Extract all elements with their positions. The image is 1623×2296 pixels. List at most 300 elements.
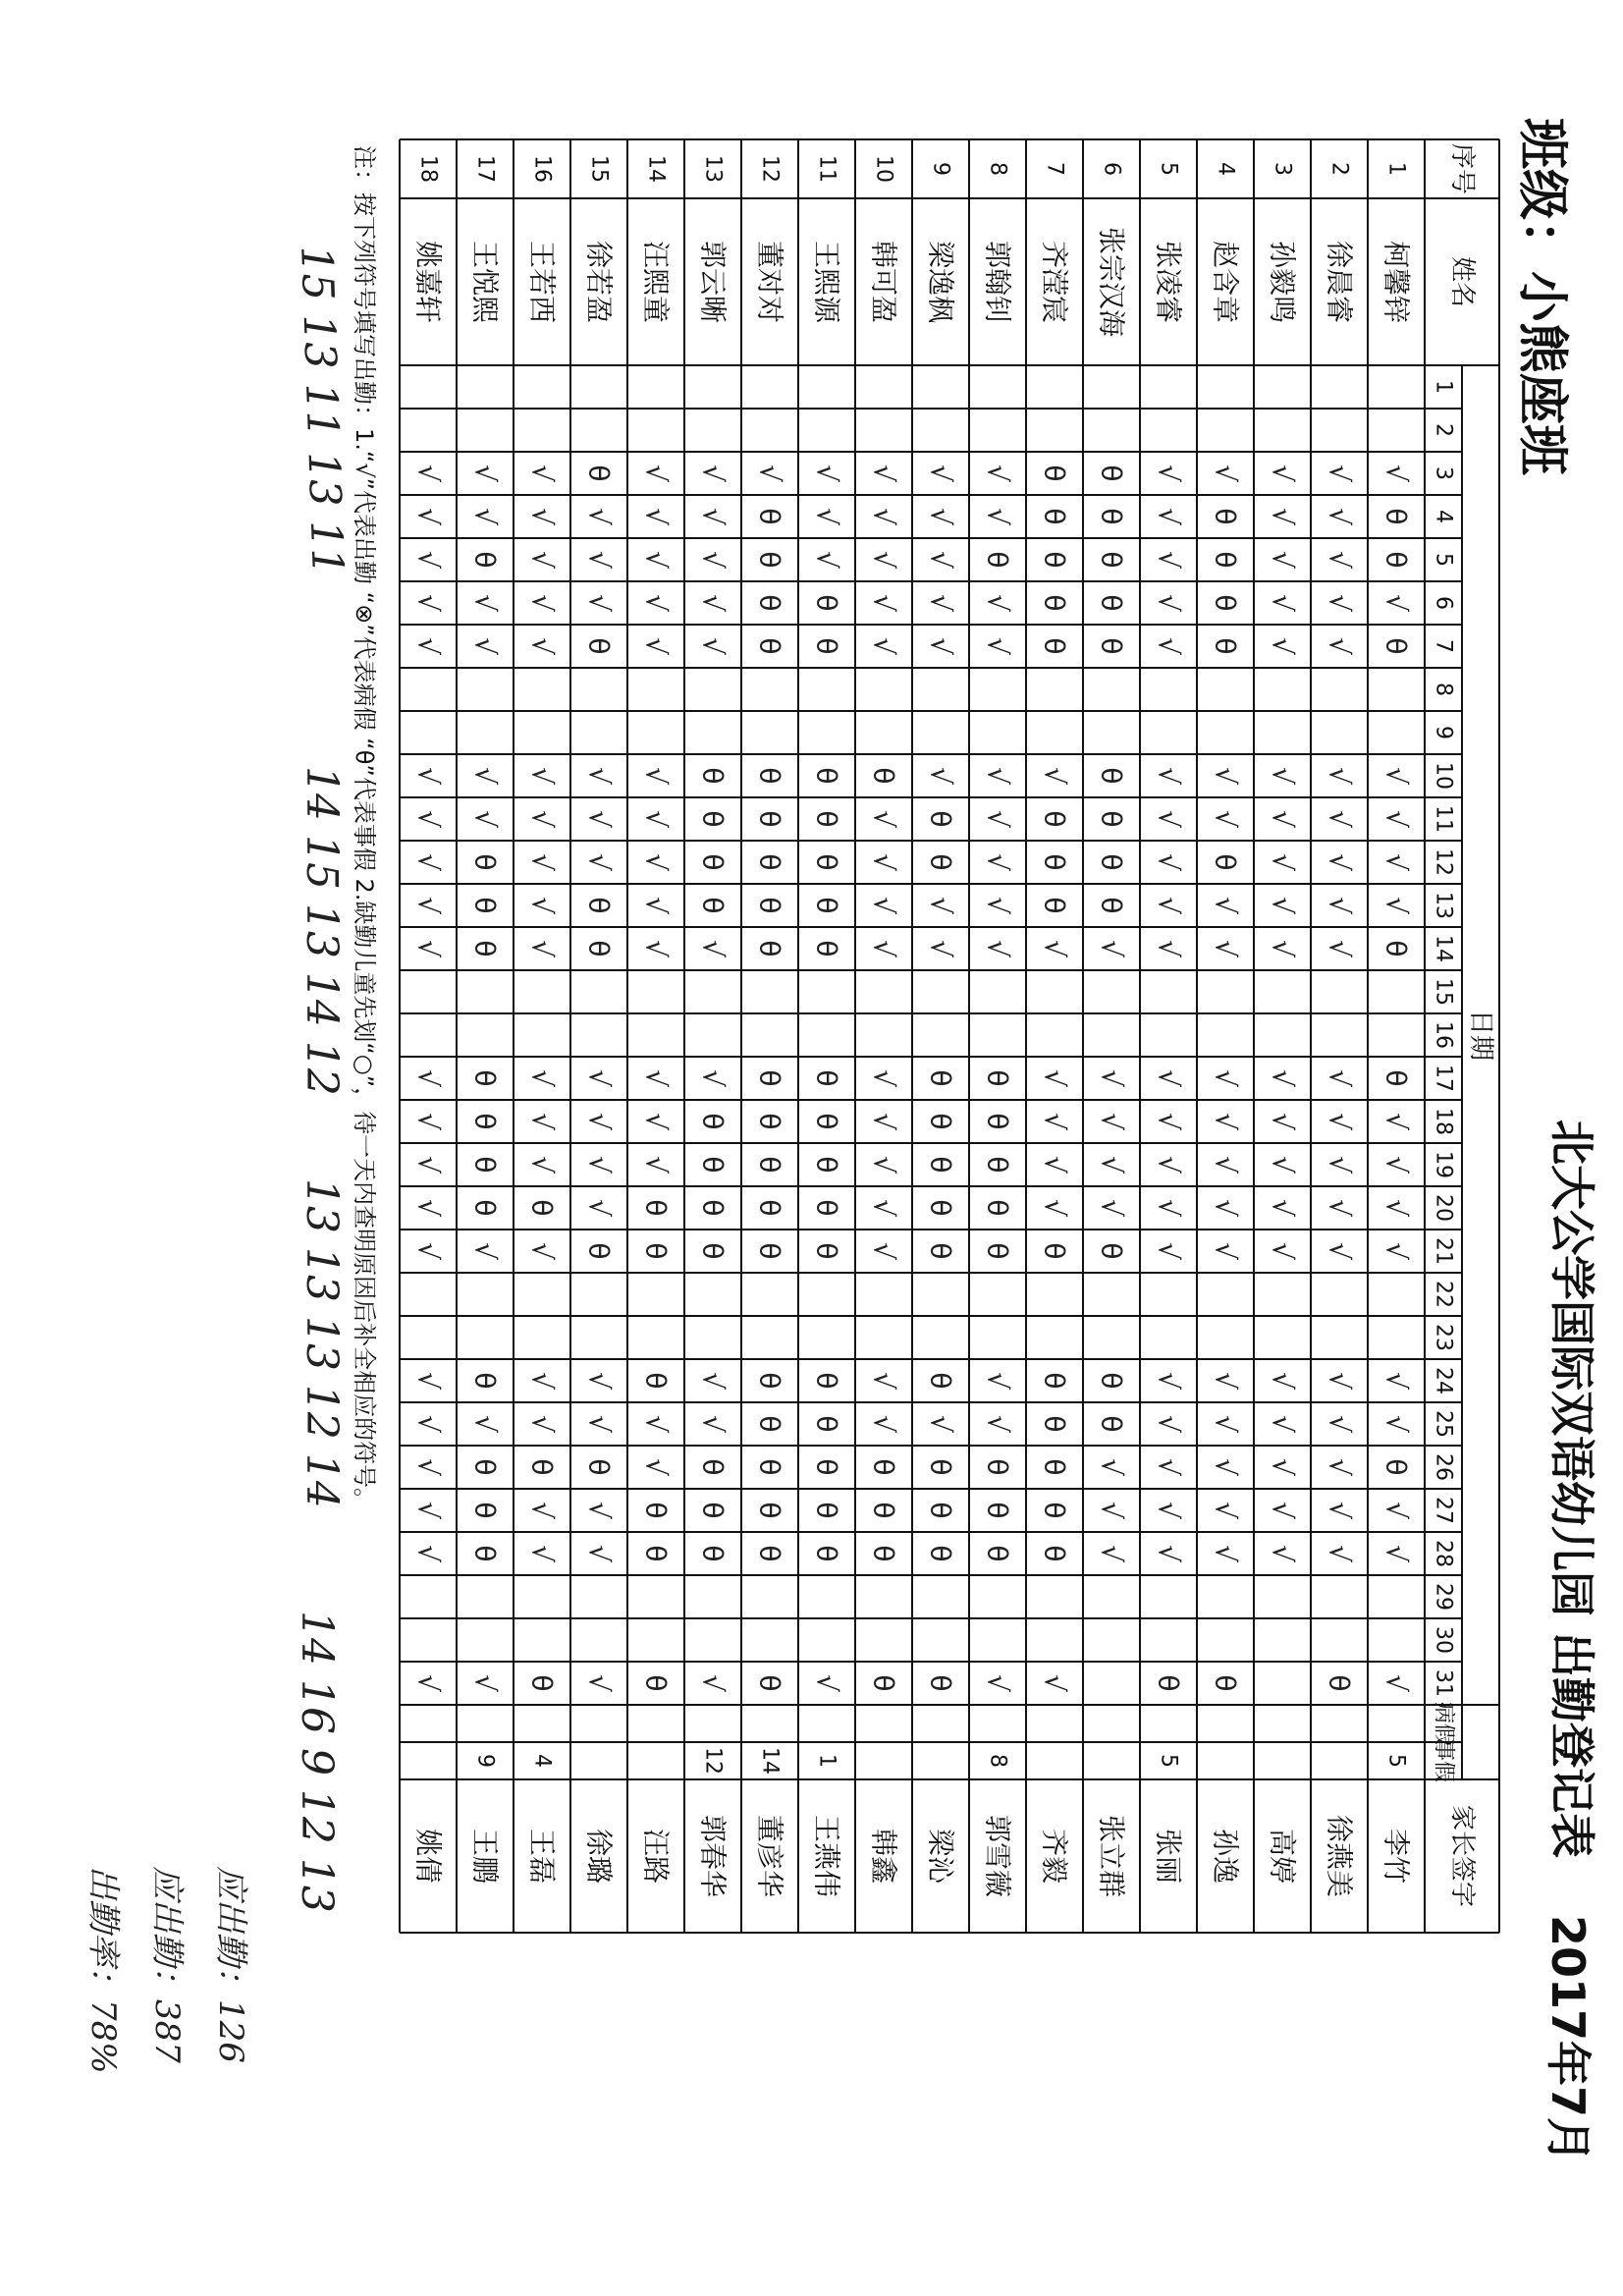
child-name: 姚嘉轩 — [411, 240, 445, 324]
attendance-mark: √ — [924, 508, 957, 525]
parent-signature: 姚倩 — [411, 1828, 445, 1885]
day-header: 30 — [1431, 1626, 1456, 1654]
attendance-mark: θ — [867, 1502, 900, 1519]
attendance-mark: θ — [1380, 551, 1413, 569]
attendance-mark: √ — [1380, 1502, 1413, 1519]
summary-line: 应出勤：387 — [147, 1866, 187, 2063]
attendance-mark: θ — [810, 637, 843, 655]
attendance-mark: θ — [1380, 508, 1413, 525]
attendance-mark: θ — [639, 1545, 673, 1562]
attendance-mark: √ — [1380, 1415, 1413, 1433]
row-number: 7 — [1042, 162, 1067, 176]
document-title: 北大公学国际双语幼儿园 出勤登记表 — [1545, 1120, 1598, 1859]
child-name: 韩可盈 — [867, 240, 900, 324]
attendance-mark: θ — [468, 1199, 502, 1217]
attendance-mark: √ — [1266, 897, 1299, 914]
attendance-mark: √ — [639, 767, 673, 785]
attendance-mark: √ — [1095, 1199, 1128, 1217]
child-name: 汪熙童 — [639, 240, 673, 324]
attendance-mark: √ — [411, 1156, 445, 1174]
attendance-mark: √ — [1323, 594, 1356, 612]
attendance-mark: θ — [924, 1242, 957, 1260]
attendance-mark: √ — [411, 1199, 445, 1217]
attendance-mark: √ — [1209, 1415, 1242, 1433]
day-header: 21 — [1431, 1237, 1456, 1265]
attendance-mark: θ — [753, 810, 786, 828]
attendance-mark: √ — [981, 465, 1014, 482]
attendance-mark: θ — [1038, 1372, 1071, 1390]
attendance-mark: √ — [639, 1415, 673, 1433]
footnote: 注：按下列符号填写出勤：1.“√”代表出勤 “⊗”代表病假 “θ”代表事假 2.缺勤儿童先划“○”，待一天内查明原因后补全相应的符号。 — [351, 145, 378, 1512]
parent-signature: 孙逸 — [1209, 1828, 1242, 1885]
attendance-mark: √ — [1209, 1242, 1242, 1260]
attendance-mark: √ — [810, 551, 843, 569]
row-number: 17 — [472, 155, 498, 183]
attendance-mark: θ — [468, 1502, 502, 1519]
attendance-mark: √ — [981, 810, 1014, 828]
attendance-mark: √ — [1152, 508, 1185, 525]
attendance-mark: θ — [1038, 1415, 1071, 1433]
attendance-mark: √ — [981, 508, 1014, 525]
day-header: 19 — [1431, 1151, 1456, 1178]
attendance-mark: θ — [753, 767, 786, 785]
attendance-mark: θ — [468, 897, 502, 914]
attendance-mark: θ — [753, 1545, 786, 1562]
day-header: 28 — [1431, 1540, 1456, 1567]
child-name: 王若西 — [525, 240, 559, 324]
attendance-mark: √ — [867, 1372, 900, 1390]
attendance-mark: θ — [1038, 1502, 1071, 1519]
attendance-mark: θ — [1380, 1069, 1413, 1087]
attendance-mark: √ — [411, 508, 445, 525]
attendance-mark: √ — [1266, 1372, 1299, 1390]
attendance-mark: √ — [1380, 465, 1413, 482]
attendance-mark: √ — [468, 767, 502, 785]
attendance-mark: √ — [1209, 1199, 1242, 1217]
day-header: 11 — [1431, 805, 1456, 833]
attendance-mark: θ — [468, 551, 502, 569]
attendance-mark: θ — [1038, 853, 1071, 871]
attendance-mark: θ — [810, 1415, 843, 1433]
attendance-mark: √ — [582, 1199, 616, 1217]
attendance-mark: θ — [1209, 1674, 1242, 1692]
attendance-mark: θ — [696, 1113, 730, 1130]
child-name: 柯馨锌 — [1380, 240, 1413, 324]
attendance-mark: √ — [639, 1069, 673, 1087]
attendance-mark: √ — [1209, 810, 1242, 828]
day-header: 20 — [1431, 1194, 1456, 1222]
attendance-mark: θ — [753, 508, 786, 525]
attendance-mark: √ — [696, 1069, 730, 1087]
attendance-mark: √ — [1038, 940, 1071, 957]
attendance-mark: √ — [981, 940, 1014, 957]
sick-leave-header: 病假 — [1431, 1701, 1456, 1746]
attendance-mark: θ — [1323, 1674, 1356, 1692]
attendance-mark: θ — [1095, 465, 1128, 482]
attendance-mark: θ — [696, 853, 730, 871]
attendance-mark: θ — [753, 594, 786, 612]
attendance-mark: θ — [639, 1674, 673, 1692]
row-number: 10 — [871, 155, 896, 183]
personal-leave-header: 事假 — [1431, 1738, 1456, 1783]
attendance-mark: √ — [525, 1069, 559, 1087]
day-header: 29 — [1431, 1583, 1456, 1611]
attendance-mark: √ — [1095, 1545, 1128, 1562]
class-label: 班级：小熊座班 — [1512, 118, 1571, 476]
attendance-mark: θ — [753, 1458, 786, 1476]
attendance-mark: θ — [582, 897, 616, 914]
attendance-mark: θ — [1095, 853, 1128, 871]
attendance-mark: √ — [1323, 767, 1356, 785]
attendance-mark: √ — [1266, 465, 1299, 482]
day-header: 10 — [1431, 762, 1456, 790]
attendance-mark: √ — [468, 810, 502, 828]
attendance-mark: √ — [1380, 1242, 1413, 1260]
attendance-mark: √ — [1323, 1199, 1356, 1217]
attendance-mark: √ — [639, 1156, 673, 1174]
attendance-mark: √ — [696, 594, 730, 612]
attendance-mark: √ — [639, 1458, 673, 1476]
attendance-mark: √ — [867, 853, 900, 871]
attendance-mark: θ — [696, 1458, 730, 1476]
attendance-mark: √ — [1152, 594, 1185, 612]
attendance-mark: θ — [639, 1199, 673, 1217]
attendance-mark: √ — [468, 508, 502, 525]
attendance-mark: √ — [696, 1372, 730, 1390]
attendance-mark: √ — [1323, 508, 1356, 525]
day-header: 12 — [1431, 848, 1456, 876]
attendance-mark: √ — [867, 1415, 900, 1433]
month-label: 2017年7月 — [1542, 1915, 1595, 2163]
attendance-mark: θ — [468, 1372, 502, 1390]
attendance-mark: θ — [1209, 637, 1242, 655]
attendance-mark: √ — [1323, 897, 1356, 914]
row-number: 16 — [529, 155, 555, 183]
attendance-mark: √ — [1380, 897, 1413, 914]
attendance-mark: √ — [1380, 1199, 1413, 1217]
attendance-mark: √ — [924, 897, 957, 914]
attendance-mark: √ — [867, 1069, 900, 1087]
attendance-mark: √ — [582, 767, 616, 785]
row-number: 13 — [700, 155, 726, 183]
attendance-mark: θ — [981, 1199, 1014, 1217]
child-name: 郭云晰 — [696, 240, 730, 324]
attendance-mark: √ — [1323, 1069, 1356, 1087]
attendance-mark: θ — [753, 1674, 786, 1692]
attendance-mark: θ — [753, 897, 786, 914]
attendance-mark: √ — [867, 810, 900, 828]
attendance-mark: √ — [1152, 1199, 1185, 1217]
day-header: 31 — [1431, 1669, 1456, 1697]
attendance-mark: √ — [696, 940, 730, 957]
attendance-mark: √ — [639, 853, 673, 871]
attendance-mark: √ — [525, 1156, 559, 1174]
attendance-mark: θ — [1038, 1458, 1071, 1476]
attendance-mark: √ — [411, 810, 445, 828]
attendance-mark: θ — [1038, 465, 1071, 482]
attendance-mark: θ — [981, 551, 1014, 569]
attendance-mark: θ — [753, 940, 786, 957]
attendance-mark: √ — [867, 1156, 900, 1174]
attendance-mark: √ — [525, 508, 559, 525]
attendance-mark: θ — [867, 1545, 900, 1562]
attendance-mark: √ — [1152, 1113, 1185, 1130]
attendance-mark: θ — [1095, 810, 1128, 828]
attendance-mark: √ — [582, 853, 616, 871]
attendance-mark: √ — [639, 810, 673, 828]
attendance-mark: θ — [810, 1156, 843, 1174]
attendance-mark: √ — [411, 1545, 445, 1562]
attendance-mark: √ — [1152, 1372, 1185, 1390]
child-name: 张宗汉海 — [1095, 226, 1128, 338]
attendance-mark: θ — [924, 853, 957, 871]
handwritten-tally: 14 16 9 12 13 — [292, 1611, 342, 1913]
attendance-mark: √ — [411, 637, 445, 655]
attendance-mark: √ — [1152, 1415, 1185, 1433]
row-number: 4 — [1213, 162, 1238, 176]
row-number: 9 — [928, 162, 953, 176]
day-header: 22 — [1431, 1281, 1456, 1308]
attendance-mark: θ — [639, 1502, 673, 1519]
attendance-mark: θ — [753, 637, 786, 655]
attendance-mark: √ — [1323, 1113, 1356, 1130]
attendance-mark: √ — [411, 1372, 445, 1390]
attendance-mark: √ — [411, 1458, 445, 1476]
attendance-mark: θ — [753, 1156, 786, 1174]
attendance-mark: √ — [981, 1674, 1014, 1692]
row-number: 14 — [643, 155, 669, 183]
day-header: 27 — [1431, 1497, 1456, 1524]
attendance-mark: √ — [1152, 853, 1185, 871]
day-header: 2 — [1431, 423, 1456, 437]
parent-signature: 高婷 — [1266, 1828, 1299, 1885]
attendance-mark: √ — [1038, 767, 1071, 785]
attendance-mark: θ — [810, 1458, 843, 1476]
child-name: 王熙源 — [810, 240, 843, 324]
attendance-mark: √ — [525, 897, 559, 914]
attendance-mark: √ — [525, 1372, 559, 1390]
attendance-mark: √ — [639, 551, 673, 569]
personal-leave-count: 12 — [700, 1747, 726, 1775]
attendance-mark: √ — [867, 1242, 900, 1260]
attendance-mark: √ — [810, 1674, 843, 1692]
attendance-mark: θ — [696, 1242, 730, 1260]
personal-leave-count: 5 — [1156, 1754, 1181, 1768]
attendance-mark: √ — [1152, 1545, 1185, 1562]
day-header: 13 — [1431, 892, 1456, 919]
attendance-mark: θ — [696, 897, 730, 914]
parent-signature: 张丽 — [1152, 1828, 1185, 1885]
attendance-mark: √ — [1266, 508, 1299, 525]
attendance-mark: √ — [867, 594, 900, 612]
attendance-mark: √ — [1266, 1113, 1299, 1130]
attendance-mark: θ — [1380, 940, 1413, 957]
attendance-mark: √ — [411, 897, 445, 914]
child-name: 赵含章 — [1209, 240, 1242, 324]
attendance-mark: √ — [924, 594, 957, 612]
attendance-mark: θ — [696, 1156, 730, 1174]
attendance-mark: √ — [1095, 1458, 1128, 1476]
attendance-mark: θ — [1095, 637, 1128, 655]
attendance-mark: √ — [1266, 1458, 1299, 1476]
attendance-mark: √ — [1380, 1113, 1413, 1130]
attendance-mark: √ — [1152, 1242, 1185, 1260]
child-name: 齐滢宸 — [1038, 240, 1071, 324]
attendance-mark: √ — [1323, 940, 1356, 957]
row-number: 8 — [985, 162, 1010, 176]
attendance-mark: √ — [525, 1242, 559, 1260]
attendance-mark: θ — [1038, 594, 1071, 612]
attendance-mark: √ — [1266, 594, 1299, 612]
attendance-mark: θ — [582, 940, 616, 957]
attendance-mark: θ — [639, 1242, 673, 1260]
attendance-mark: √ — [1266, 1069, 1299, 1087]
attendance-mark: θ — [468, 853, 502, 871]
attendance-mark: √ — [1380, 1372, 1413, 1390]
attendance-mark: θ — [582, 1242, 616, 1260]
attendance-mark: √ — [696, 551, 730, 569]
attendance-mark: θ — [468, 1458, 502, 1476]
attendance-mark: √ — [1209, 1069, 1242, 1087]
attendance-mark: θ — [696, 767, 730, 785]
attendance-mark: θ — [753, 853, 786, 871]
attendance-mark: θ — [639, 1372, 673, 1390]
attendance-mark: √ — [1266, 1156, 1299, 1174]
row-number: 2 — [1326, 162, 1352, 176]
parent-signature: 王鹏 — [468, 1828, 502, 1885]
attendance-mark: √ — [411, 1502, 445, 1519]
attendance-mark: √ — [582, 1415, 616, 1433]
day-header: 18 — [1431, 1108, 1456, 1135]
day-header: 8 — [1431, 683, 1456, 696]
day-header: 24 — [1431, 1367, 1456, 1394]
attendance-mark: √ — [411, 1415, 445, 1433]
attendance-mark: √ — [1152, 637, 1185, 655]
attendance-mark: θ — [696, 810, 730, 828]
handwritten-tally: 15 13 11 13 11 — [291, 245, 352, 576]
attendance-mark: √ — [525, 767, 559, 785]
attendance-mark: √ — [1095, 940, 1128, 957]
attendance-mark: √ — [1038, 1069, 1071, 1087]
attendance-mark: √ — [411, 1069, 445, 1087]
attendance-mark: θ — [1038, 810, 1071, 828]
attendance-mark: √ — [1209, 897, 1242, 914]
handwritten-tally: 14 15 13 14 12 — [297, 766, 347, 1096]
attendance-mark: θ — [468, 1156, 502, 1174]
attendance-mark: √ — [1323, 1458, 1356, 1476]
attendance-mark: √ — [1152, 1069, 1185, 1087]
attendance-mark: √ — [525, 940, 559, 957]
attendance-mark: θ — [810, 1199, 843, 1217]
attendance-mark: √ — [1209, 1113, 1242, 1130]
parent-signature: 董彦华 — [753, 1814, 786, 1898]
attendance-mark: √ — [582, 1502, 616, 1519]
child-name: 徐晨睿 — [1323, 240, 1356, 324]
attendance-mark: √ — [1380, 1674, 1413, 1692]
attendance-mark: θ — [525, 1199, 559, 1217]
attendance-mark: √ — [1266, 940, 1299, 957]
attendance-mark: √ — [867, 1113, 900, 1130]
attendance-mark: θ — [924, 1069, 957, 1087]
attendance-mark: θ — [810, 1372, 843, 1390]
personal-leave-count: 4 — [529, 1754, 555, 1768]
attendance-mark: √ — [1152, 1458, 1185, 1476]
attendance-mark: θ — [468, 940, 502, 957]
attendance-mark: θ — [525, 1458, 559, 1476]
attendance-mark: θ — [810, 1069, 843, 1087]
row-number: 3 — [1270, 162, 1295, 176]
attendance-mark: √ — [1038, 1674, 1071, 1692]
attendance-mark: θ — [867, 1674, 900, 1692]
parent-signature: 李竹 — [1380, 1828, 1413, 1885]
attendance-mark: √ — [468, 1674, 502, 1692]
attendance-mark: √ — [525, 1415, 559, 1433]
attendance-mark: √ — [1323, 637, 1356, 655]
attendance-mark: √ — [1209, 767, 1242, 785]
attendance-mark: √ — [1152, 1502, 1185, 1519]
attendance-mark: √ — [1209, 1156, 1242, 1174]
attendance-mark: √ — [582, 1545, 616, 1562]
attendance-mark: θ — [1209, 853, 1242, 871]
handwritten-tally: 13 13 13 12 14 — [297, 1178, 347, 1508]
attendance-mark: √ — [1380, 810, 1413, 828]
attendance-mark: θ — [1095, 1242, 1128, 1260]
attendance-mark: √ — [1209, 940, 1242, 957]
row-number: 11 — [814, 155, 839, 183]
attendance-mark: √ — [1095, 1113, 1128, 1130]
child-name: 徐若盈 — [582, 240, 616, 324]
attendance-mark: θ — [1095, 551, 1128, 569]
attendance-mark: θ — [468, 1069, 502, 1087]
attendance-mark: √ — [1266, 637, 1299, 655]
attendance-mark: √ — [468, 465, 502, 482]
attendance-mark: √ — [411, 551, 445, 569]
attendance-mark: √ — [810, 508, 843, 525]
attendance-mark: √ — [1152, 897, 1185, 914]
attendance-mark: θ — [981, 1156, 1014, 1174]
attendance-mark: √ — [981, 594, 1014, 612]
child-name: 郭翰钊 — [981, 240, 1014, 324]
attendance-mark: √ — [981, 1415, 1014, 1433]
attendance-mark: θ — [753, 1113, 786, 1130]
attendance-mark: √ — [1266, 1545, 1299, 1562]
attendance-mark: θ — [753, 1372, 786, 1390]
attendance-mark: √ — [582, 810, 616, 828]
attendance-mark: √ — [525, 1113, 559, 1130]
attendance-mark: √ — [1323, 1545, 1356, 1562]
attendance-mark: √ — [1266, 767, 1299, 785]
attendance-mark: √ — [696, 1674, 730, 1692]
attendance-mark: √ — [981, 637, 1014, 655]
parent-signature: 徐燕美 — [1323, 1814, 1356, 1898]
attendance-mark: √ — [1095, 1069, 1128, 1087]
parent-signature: 王燕伟 — [810, 1814, 843, 1898]
attendance-mark: √ — [696, 637, 730, 655]
attendance-mark: √ — [525, 1545, 559, 1562]
handwritten-summary — [67, 1866, 258, 2278]
attendance-mark: θ — [924, 810, 957, 828]
attendance-mark: θ — [582, 637, 616, 655]
attendance-mark: √ — [1323, 1415, 1356, 1433]
attendance-mark: θ — [1095, 767, 1128, 785]
day-header: 16 — [1431, 1021, 1456, 1049]
attendance-mark: θ — [753, 1069, 786, 1087]
attendance-mark: √ — [639, 508, 673, 525]
attendance-mark: θ — [810, 897, 843, 914]
attendance-mark: θ — [981, 1242, 1014, 1260]
attendance-mark: θ — [1038, 1545, 1071, 1562]
attendance-mark: θ — [924, 1674, 957, 1692]
